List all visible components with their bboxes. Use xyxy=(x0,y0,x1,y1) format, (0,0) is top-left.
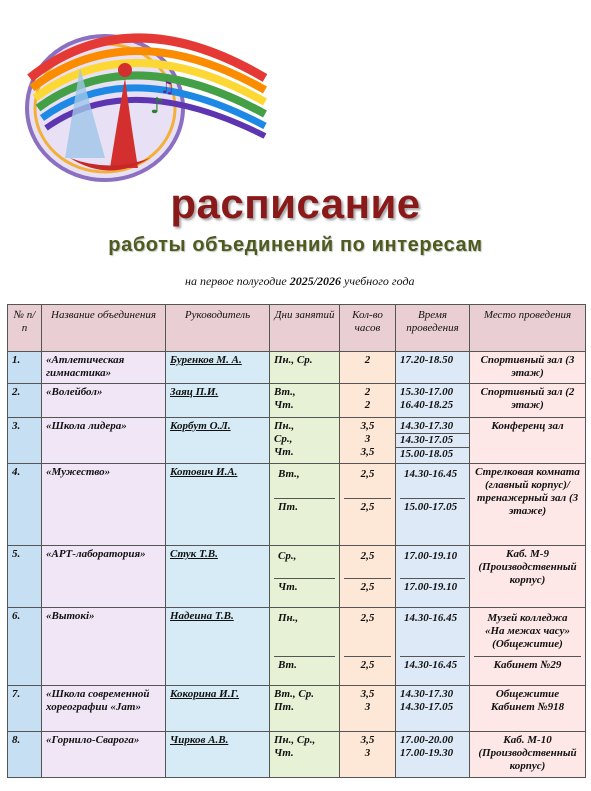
row-leader: Буренков М. А. xyxy=(166,352,270,384)
row-leader: Котович И.А. xyxy=(166,464,270,546)
college-logo xyxy=(10,8,270,188)
table-header-row xyxy=(8,305,586,352)
row-time: 15.30-17.00 16.40-18.25 xyxy=(396,384,470,418)
row-hours: 3,5 3 xyxy=(340,686,396,732)
row-place: Музей колледжа «На межах часу» (Общежитие) Кабинет №29 xyxy=(470,608,586,686)
row-days: Пн., Ср. xyxy=(270,352,340,384)
row-time: 17.00-19.10 17.00-19.10 xyxy=(396,546,470,608)
page-title: расписание xyxy=(170,180,421,227)
row-name: «АРТ-лаборатория» xyxy=(42,546,166,608)
row-days: Вт., Пт. xyxy=(270,464,340,546)
page-subtitle: работы объединений по интересам xyxy=(108,234,483,256)
row-hours: 2 2 xyxy=(340,384,396,418)
row-name: «Мужество» xyxy=(42,464,166,546)
header-name: Название объединения xyxy=(42,305,166,352)
row-name: «Горнило-Сварога» xyxy=(42,732,166,778)
row-num: 1. xyxy=(8,352,42,384)
table-row xyxy=(8,464,586,546)
row-name: «Школа современной хореографии «Jam» xyxy=(42,686,166,732)
table-row xyxy=(8,608,586,686)
row-num: 6. xyxy=(8,608,42,686)
table-row xyxy=(8,546,586,608)
row-hours: 2 xyxy=(340,352,396,384)
row-days: Пн., Вт. xyxy=(270,608,340,686)
row-name: «Школа лидера» xyxy=(42,418,166,464)
row-hours: 3,5 3 xyxy=(340,732,396,778)
row-name: «Вытокі» xyxy=(42,608,166,686)
svg-text:♫: ♫ xyxy=(160,78,175,97)
row-num: 5. xyxy=(8,546,42,608)
row-place: Конференц зал xyxy=(470,418,586,464)
header-num: № п/п xyxy=(8,305,42,352)
row-leader: Чирков А.В. xyxy=(166,732,270,778)
row-time: 14.30-17.30 14.30-17.05 xyxy=(396,686,470,732)
period-line: на первое полугодие 2025/2026 учебного года xyxy=(185,274,415,288)
row-time: 14.30-16.45 15.00-17.05 xyxy=(396,464,470,546)
header-leader: Руководитель xyxy=(166,305,270,352)
header-time: Время проведения xyxy=(396,305,470,352)
row-days: Ср., Чт. xyxy=(270,546,340,608)
row-num: 8. xyxy=(8,732,42,778)
row-days: Пн., Ср., Чт. xyxy=(270,732,340,778)
row-place: Общежитие Кабинет №918 xyxy=(470,686,586,732)
row-leader: Заяц П.И. xyxy=(166,384,270,418)
row-place: Спортивный зал (2 этаж) xyxy=(470,384,586,418)
row-hours: 3,5 3 3,5 xyxy=(340,418,396,464)
table-row xyxy=(8,352,586,384)
row-time: 17.00-20.00 17.00-19.30 xyxy=(396,732,470,778)
row-place: Спортивный зал (3 этаж) xyxy=(470,352,586,384)
table-row xyxy=(8,418,586,464)
row-days: Пн., Ср., Чт. xyxy=(270,418,340,464)
row-name: «Волейбол» xyxy=(42,384,166,418)
table-row xyxy=(8,732,586,778)
row-place: Каб. М-9 (Производственный корпус) xyxy=(470,546,586,608)
schedule-table xyxy=(7,304,586,778)
row-time: 17.20-18.50 xyxy=(396,352,470,384)
row-num: 3. xyxy=(8,418,42,464)
row-leader: Кокорина И.Г. xyxy=(166,686,270,732)
row-time: 14.30-17.30 14.30-17.05 15.00-18.05 xyxy=(396,418,470,464)
table-row xyxy=(8,686,586,732)
header-days: Дни занятий xyxy=(270,305,340,352)
row-num: 4. xyxy=(8,464,42,546)
header-hours: Кол-во часов xyxy=(340,305,396,352)
row-leader: Корбут О.Л. xyxy=(166,418,270,464)
row-place: Каб. М-10 (Производственный корпус) xyxy=(470,732,586,778)
row-num: 7. xyxy=(8,686,42,732)
row-place: Стрелковая комната (главный корпус)/ тренажерный зал (3 этаже) xyxy=(470,464,586,546)
row-name: «Атлетическая гимнастика» xyxy=(42,352,166,384)
row-hours: 2,5 2,5 xyxy=(340,464,396,546)
header-place: Место проведения xyxy=(470,305,586,352)
table-row xyxy=(8,384,586,418)
row-num: 2. xyxy=(8,384,42,418)
row-days: Вт., Ср. Пт. xyxy=(270,686,340,732)
row-leader: Надеина Т.В. xyxy=(166,608,270,686)
row-time: 14.30-16.45 14.30-16.45 xyxy=(396,608,470,686)
row-hours: 2,5 2,5 xyxy=(340,608,396,686)
row-leader: Стук Т.В. xyxy=(166,546,270,608)
row-days: Вт., Чт. xyxy=(270,384,340,418)
row-hours: 2,5 2,5 xyxy=(340,546,396,608)
svg-text:♪: ♪ xyxy=(150,94,165,119)
